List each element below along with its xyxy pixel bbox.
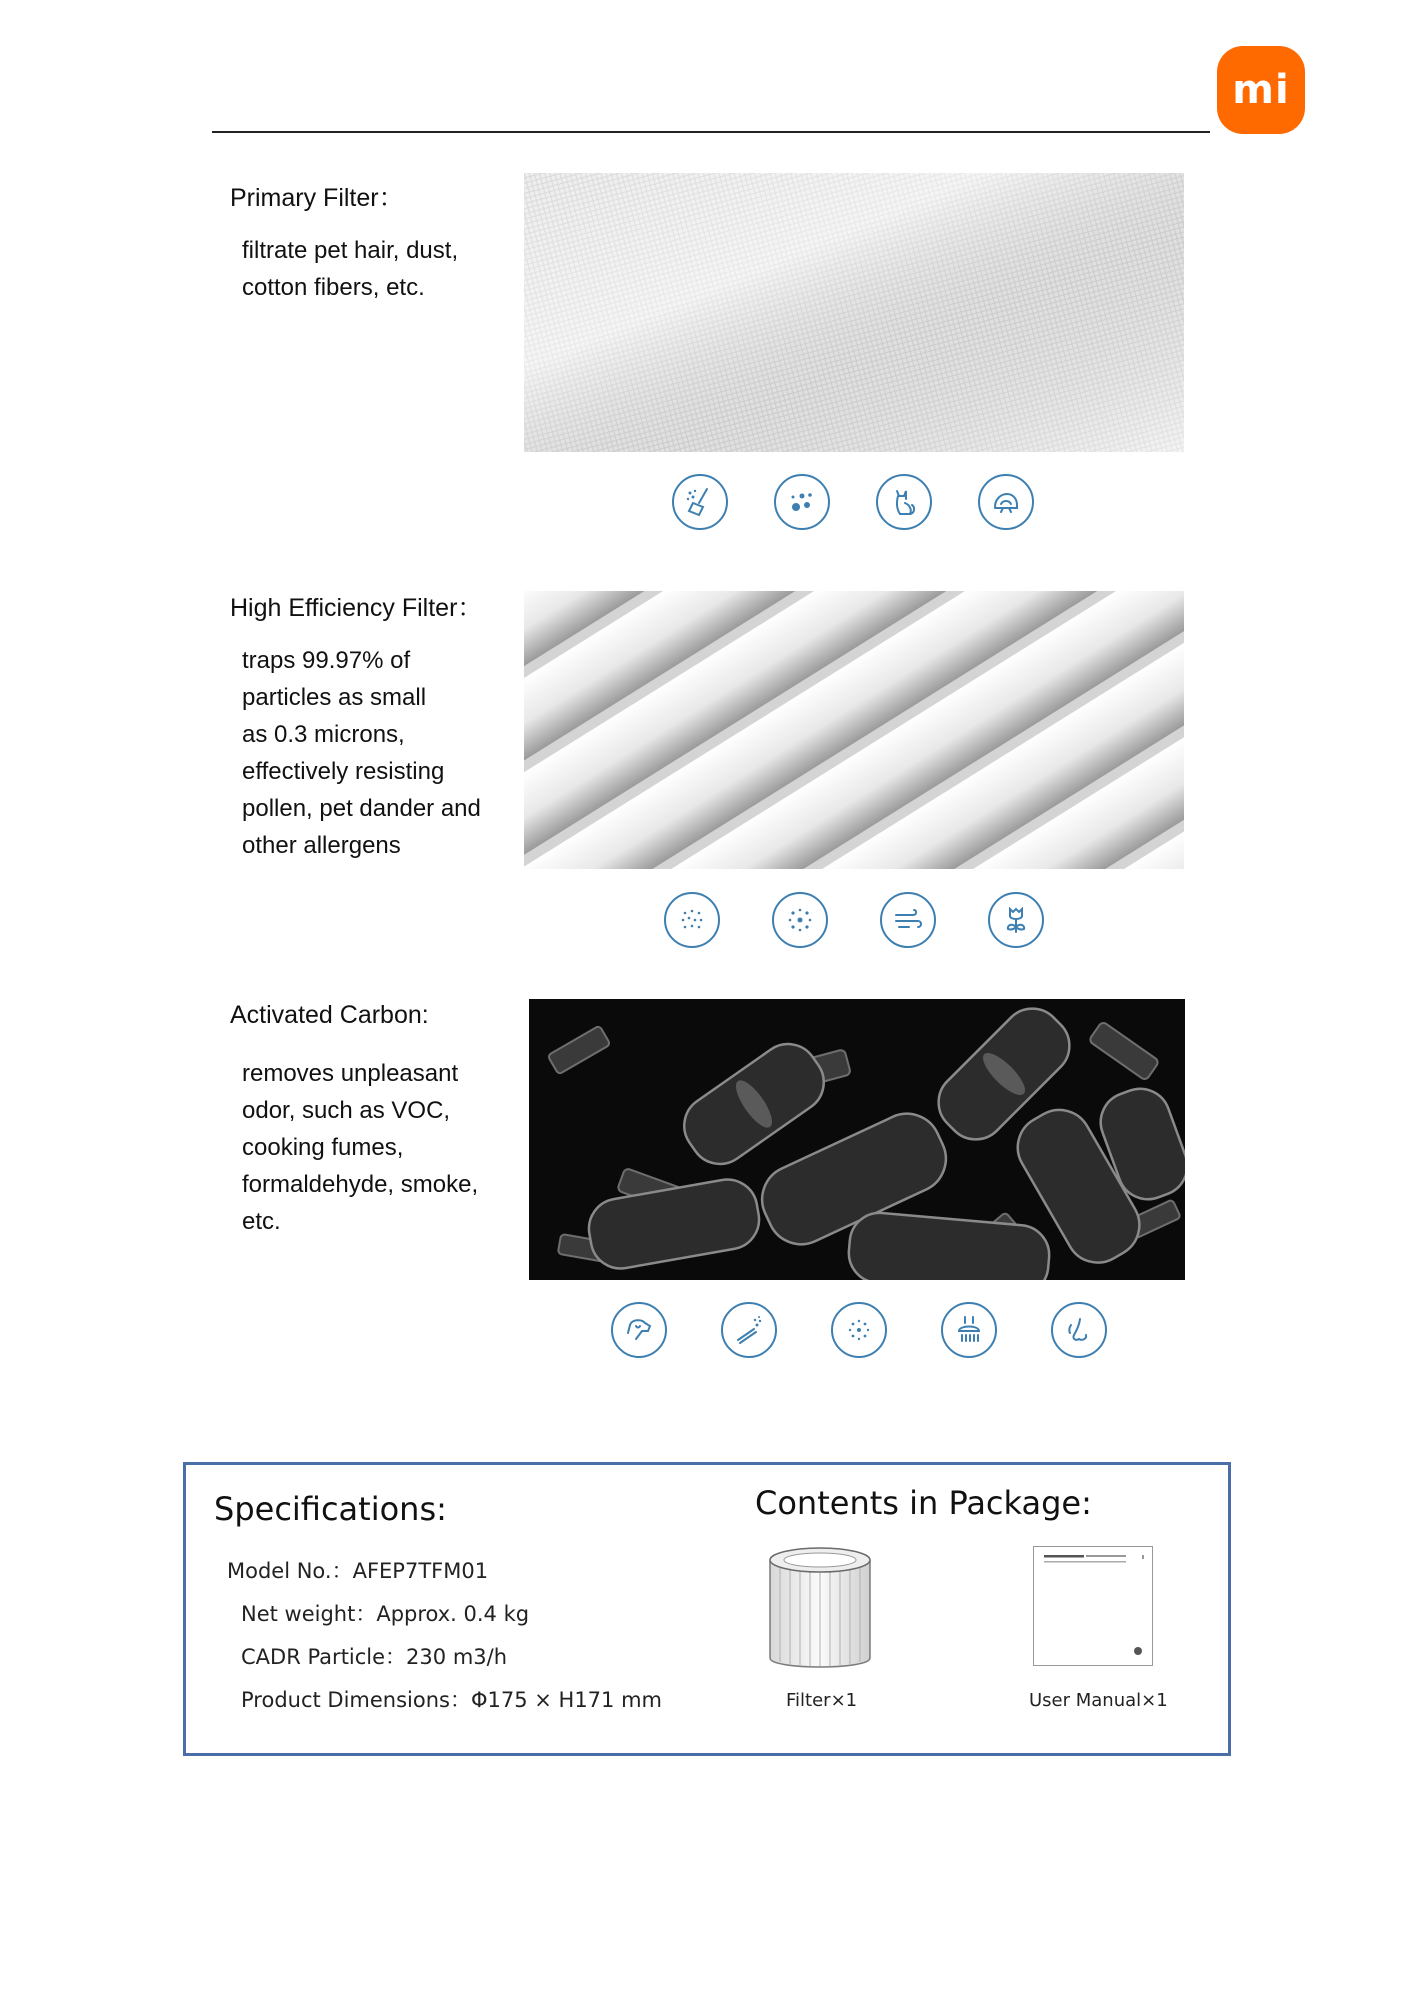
high-efficiency-filter-icons: [664, 892, 1044, 948]
activated-carbon-description: [242, 1055, 522, 1240]
high-efficiency-filter-title: High Efficiency Filter：: [230, 594, 483, 622]
dog-odor-icon: [611, 1302, 667, 1358]
logo-text: mi: [1232, 67, 1290, 113]
activated-carbon-icons: [611, 1302, 1107, 1358]
primary-filter-description: [242, 232, 512, 306]
description-line: other allergens: [242, 832, 401, 859]
mi-logo: [1217, 46, 1305, 134]
nose-icon: [1051, 1302, 1107, 1358]
description-line: particles as small: [242, 684, 427, 711]
header-divider: [212, 131, 1210, 133]
description-line: odor, such as VOC,: [242, 1097, 451, 1124]
description-line: cooking fumes,: [242, 1134, 404, 1161]
airflow-icon: [880, 892, 936, 948]
high-efficiency-filter-description: [242, 642, 522, 864]
description-line: cotton fibers, etc.: [242, 274, 425, 301]
primary-filter-title: Primary Filter：: [230, 184, 404, 212]
spec-cadr-particle: CADR Particle：230 m3/h: [241, 1645, 508, 1669]
activated-carbon-photo: [529, 999, 1185, 1280]
specifications-heading: Specifications:: [214, 1490, 447, 1528]
spec-model-number: Model No.：AFEP7TFM01: [227, 1559, 489, 1583]
pet-hair-icon: [978, 474, 1034, 530]
cat-icon: [876, 474, 932, 530]
dust-burst-icon: [772, 892, 828, 948]
description-line: filtrate pet hair, dust,: [242, 237, 459, 264]
primary-filter-mesh-photo: [524, 173, 1184, 452]
spec-net-weight: Net weight：Approx. 0.4 kg: [241, 1602, 530, 1626]
mesh-texture: [524, 173, 1184, 452]
pleats-texture: [524, 591, 1184, 869]
description-line: etc.: [242, 1208, 281, 1235]
spec-product-dimensions: Product Dimensions：Φ175 × H171 mm: [241, 1688, 662, 1712]
fine-particles-icon: [664, 892, 720, 948]
particles-icon: [774, 474, 830, 530]
carbon-texture: [529, 999, 1185, 1280]
description-line: pollen, pet dander and: [242, 795, 481, 822]
activated-carbon-title: Activated Carbon:: [230, 1001, 429, 1029]
flower-pollen-icon: [988, 892, 1044, 948]
hepa-pleats-photo: [524, 591, 1184, 869]
package-item-filter: Filter×1: [786, 1690, 858, 1711]
cigarette-smoke-icon: [721, 1302, 777, 1358]
filter-cartridge-icon: [762, 1544, 878, 1672]
description-line: removes unpleasant: [242, 1060, 459, 1087]
package-item-user-manual: User Manual×1: [1029, 1690, 1168, 1711]
description-line: as 0.3 microns,: [242, 721, 405, 748]
primary-filter-icons: [672, 474, 1034, 530]
manual-icon: [1033, 1546, 1153, 1666]
description-line: effectively resisting: [242, 758, 445, 785]
particles-icon: [831, 1302, 887, 1358]
cooking-hood-icon: [941, 1302, 997, 1358]
package-contents-heading: Contents in Package:: [755, 1484, 1092, 1522]
description-line: formaldehyde, smoke,: [242, 1171, 479, 1198]
broom-dust-icon: [672, 474, 728, 530]
description-line: traps 99.97% of: [242, 647, 411, 674]
